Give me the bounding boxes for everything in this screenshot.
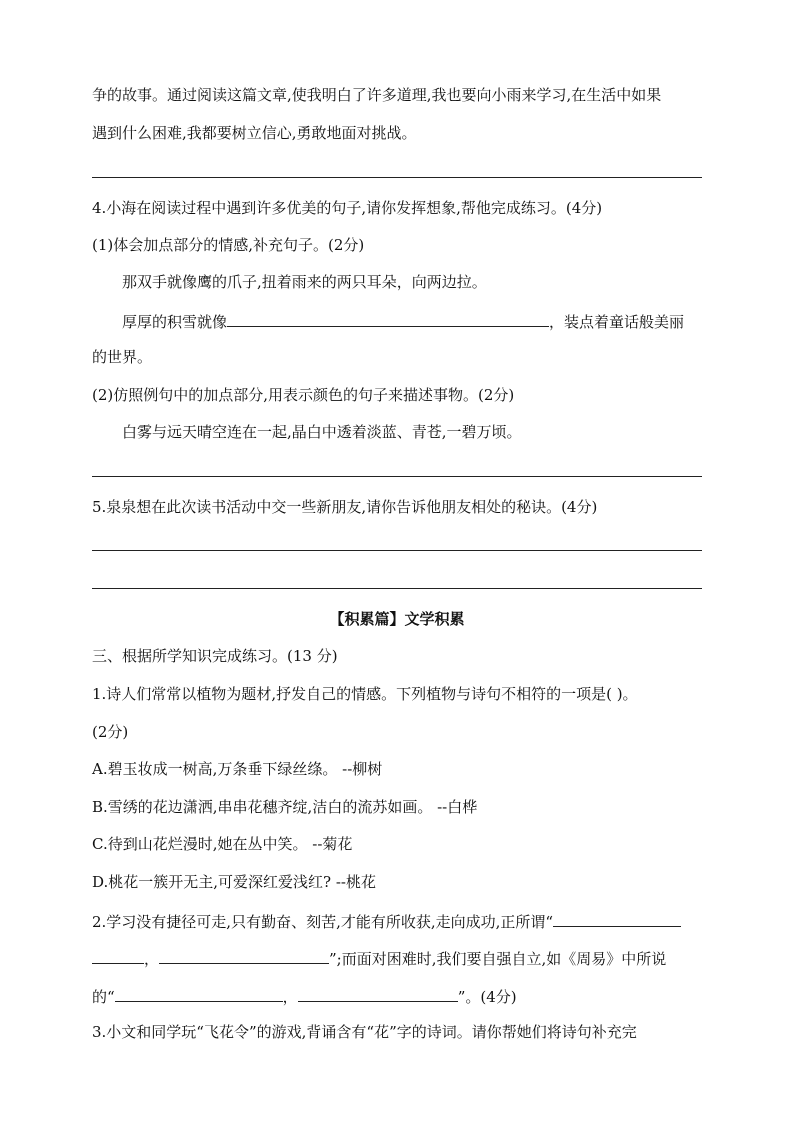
answer-line[interactable] (92, 588, 702, 589)
question-4-part-1-fill (122, 310, 684, 332)
question-4-prompt: 4.小海在阅读过程中遇到许多优美的句子,请你发挥想象,帮他完成练习。(4分) (92, 199, 603, 217)
answer-line[interactable] (92, 550, 702, 551)
comma: ， (144, 950, 160, 968)
section-title: 【积累篇】文学积累 (329, 610, 465, 628)
question-4-part-1-fill-cont: 的世界。 (92, 348, 153, 366)
answer-line[interactable] (92, 476, 702, 477)
question-2-end: ”。(4分) (457, 988, 517, 1006)
fill-blank[interactable] (298, 985, 458, 1002)
question-5-prompt: 5.泉泉想在此次读书活动中交一些新朋友,请你告诉他朋友相处的秘诀。(4分) (92, 498, 598, 516)
question-4-part-2-prompt: (2)仿照例句中的加点部分,用表示颜色的句子来描述事物。(2分) (92, 386, 515, 404)
option-a[interactable]: A.碧玉妆成一树高,万条垂下绿丝绦。 --柳树 (92, 760, 383, 778)
question-4-part-1-example: 那双手就像鹰的爪子,扭着雨来的两只耳朵，向两边拉。 (122, 273, 487, 291)
question-2-line-2 (92, 947, 666, 969)
fill-text-start: 厚厚的积雪就像 (122, 313, 228, 331)
fill-blank[interactable] (92, 947, 144, 964)
fill-text-end: ，装点着童话般美丽 (549, 313, 685, 331)
question-1-score: (2分) (92, 723, 129, 741)
fill-blank[interactable] (159, 947, 329, 964)
fill-blank[interactable] (553, 910, 681, 927)
question-2-start: 的“ (92, 988, 115, 1006)
option-d[interactable]: D.桃花一簇开无主,可爱深红爱浅红? --桃花 (92, 873, 376, 891)
intro-line-2: 遇到什么困难,我都要树立信心,勇敢地面对挑战。 (92, 124, 417, 142)
comma: ， (282, 988, 298, 1006)
question-2-mid: ”;而面对困难时,我们要自强自立,如《周易》中所说 (329, 950, 667, 968)
question-2-text: 2.学习没有捷径可走,只有勤奋、刻苦,才能有所收获,走向成功,正所谓“ (92, 913, 554, 931)
section-header: 三、根据所学知识完成练习。(13 分) (92, 647, 338, 665)
intro-line-1: 争的故事。通过阅读这篇文章,使我明白了许多道理,我也要向小雨来学习,在生活中如果 (92, 86, 662, 104)
question-4-part-1-prompt: (1)体会加点部分的情感,补充句子。(2分) (92, 236, 365, 254)
fill-blank[interactable] (115, 985, 283, 1002)
answer-line[interactable] (92, 177, 702, 178)
fill-blank[interactable] (227, 310, 549, 327)
option-b[interactable]: B.雪绣的花边潇洒,串串花穗齐绽,洁白的流苏如画。 --白桦 (92, 798, 478, 816)
question-1-prompt: 1.诗人们常常以植物为题材,抒发自己的情感。下列植物与诗句不相符的一项是( )。 (92, 685, 638, 703)
question-2-line-1 (92, 910, 681, 932)
question-2-line-3 (92, 985, 517, 1007)
option-c[interactable]: C.待到山花烂漫时,她在丛中笑。 --菊花 (92, 835, 353, 853)
question-4-part-2-example: 白雾与远天晴空连在一起,晶白中透着淡蓝、青苍,一碧万顷。 (122, 423, 522, 441)
question-3-line-1: 3.小文和同学玩“飞花令”的游戏,背诵含有“花”字的诗词。请你帮她们将诗句补充完 (92, 1023, 637, 1041)
